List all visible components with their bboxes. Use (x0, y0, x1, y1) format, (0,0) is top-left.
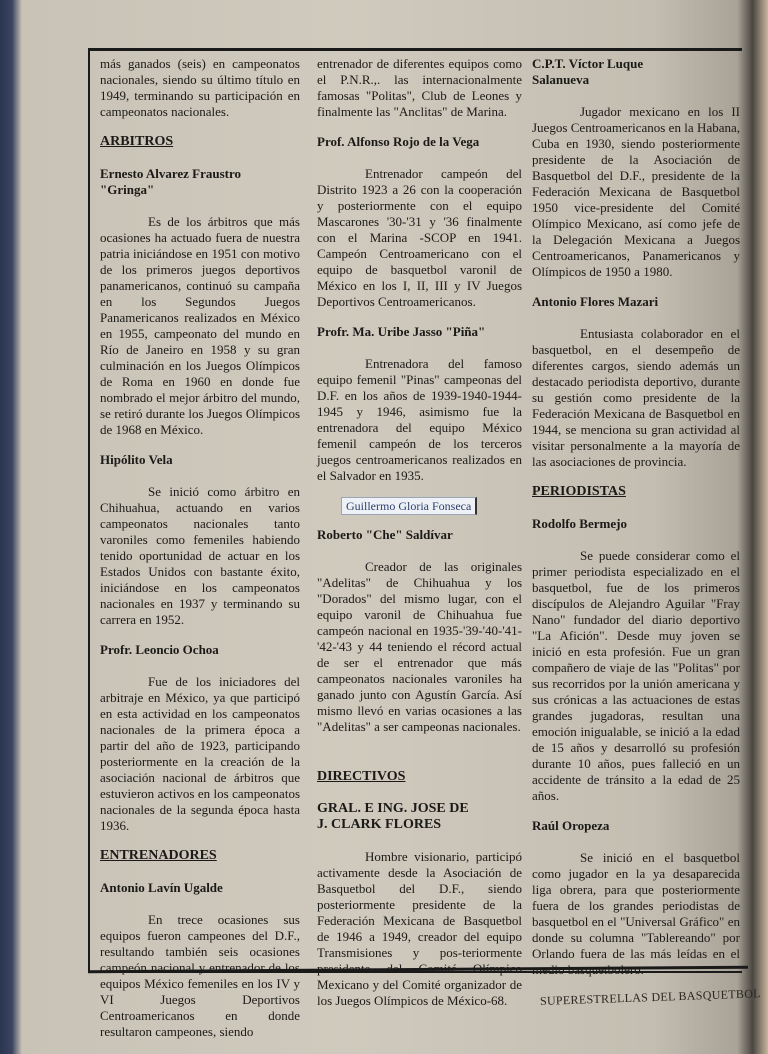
section-heading: ARBITROS (100, 134, 174, 149)
body-paragraph: Se puede considerar como el primer periodista especializado en el basquetbol, fue de los primeros discípulos de Alejandro Aguilar "Fray Nano" fundador del diario deportivo "La Afición". Desde muy joven se inició en esta profesión. Fue un gran compañero de viaje de las "Politas" por sus recorridos por la unión americana y sus crónicas a las actuaciones de estas grandes jugadoras, resultan una emoción inigualable, se inició a la edad de 15 años y desarrolló su profesión durante 10 años, pues falleció en un accidente de tránsito a la edad de 25 años. (532, 548, 740, 803)
body-paragraph: Creador de las originales "Adelitas" de Chihuahua y los "Dorados" del mismo lugar, con el equipo varonil de Chihuahua fue campeón nacional en 1935-'39-'40-'41-'42-'43 y 44 teniendo el récord actual de ser el entrenador que más campeonatos nacionales varoniles ha ganado junto con Agustín García. Así mismo llevó en varias ocasiones a las "Adelitas" a ser campeonas nacionales. (317, 559, 522, 734)
person-name-heading: Antonio Lavín Ugalde (100, 880, 223, 895)
body-paragraph: Entusiasta colaborador en el basquetbol, en el desempeño de diferentes cargos, siendo además un destacado periodista deportivo, durante su gestión como presidente de la Federación Mexicana de Basquetbol en 1944, se menciona su gran actividad al visitar personalmente a la mayoría de las asociaciones de provincia. (532, 326, 740, 469)
person-name-heading: Roberto "Che" Saldívar (317, 527, 453, 542)
person-name-heading: Prof. Alfonso Rojo de la Vega (317, 134, 480, 149)
person-name-heading: Rodolfo Bermejo (532, 516, 627, 531)
person-name-heading: C.P.T. Víctor Luque Salanueva (532, 56, 644, 87)
body-paragraph: más ganados (seis) en campeonatos nacionales, siendo su último título en 1949, terminando su participación en campeonatos nacionales. (100, 56, 300, 119)
person-name-heading: Profr. Ma. Uribe Jasso "Piña" (317, 324, 486, 339)
section-heading: ENTRENADORES (100, 848, 217, 863)
column-middle (317, 56, 522, 1023)
person-name-heading: Raúl Oropeza (532, 818, 610, 833)
body-paragraph: Es de los árbitros que más ocasiones ha actuado fuera de nuestra patria iniciándose en 1951 con motivo de los primeros juegos deportivos panamericanos, continuó su campaña en los Segundos Juegos Panamericanos realizados en México en 1955, campeonato del mundo en Río de Janeiro en 1958 y su gran culminación en los Juegos Olímpicos de Roma en 1960 en donde fue nombrado el mejor árbitro del mundo, se retiró durante los Juegos Olímpicos de 1968 en México. (100, 214, 300, 437)
label-wrapper (317, 498, 522, 527)
body-paragraph: Entrenadora del famoso equipo femenil "Pinas" campeonas del D.F. en los años de 1939-1940-1944-1945 y 1946, asimismo fue la entrenadora del equipo México femenil campeón de los terceros juegos centroamericanos realizados en el Salvador en 1935. (317, 356, 522, 483)
body-paragraph: Fue de los iniciadores del arbitraje en México, ya que participó en esta actividad en los campeonatos nacionales de la primera época a partir del año de 1923, participando posteriormente en la creación de la asociación nacional de árbitros que estuvieron activos en los campeonatos nacionales de la segunda época hasta 1936. (100, 674, 300, 833)
person-name-heading: Ernesto Alvarez Fraustro "Gringa" (100, 166, 242, 197)
body-paragraph: Se inició como árbitro en Chihuahua, actuando en varios campeonatos nacionales tanto varoniles como femeniles habiendo tenido oportunidad de actuar en los Estados Unidos con bastante éxito, iniciándose en los campeonatos nacionales en 1937 y terminando su carrera en 1952. (100, 484, 300, 627)
running-footer: SUPERESTRELLAS DEL BASQUETBOL (539, 986, 762, 1008)
inserted-name-label: Guillermo Gloria Fonseca (341, 497, 477, 515)
column-left (100, 56, 300, 1054)
section-heading: PERIODISTAS (532, 484, 626, 499)
person-name-heading: Profr. Leoncio Ochoa (100, 642, 219, 657)
body-paragraph: En trece ocasiones sus equipos fueron campeones del D.F., resultando también seis ocasiones campeón nacional y entrenador de los equipos México femeniles en los IV y VI Juegos Deportivos Centroamericanos en donde resultaron campeones, siendo (100, 912, 300, 1039)
person-name-heading: GRAL. E ING. JOSE DE J. CLARK FLORES (317, 801, 469, 832)
body-paragraph: Hombre visionario, participó activamente desde la Asociación de Basquetbol del D.F., siendo posteriormente presidente de la Federación Mexicana de Basquetbol de 1946 a 1949, creador del equipo Transmisiones y pos-teriormente presidente del Comité Olímpico Mexicano y del Comité organizador de los Juegos Olímpicos de México-68. (317, 849, 522, 1008)
body-paragraph: Se inició en el basquetbol como jugador en la ya desaparecida liga obrera, para que posteriormente fuera de los grandes periodistas de basquetbol en el "Universal Gráfico" en donde su columna "Tablereando" por Orlando fuera de las más leídas en el medio basquetbolero. (532, 850, 740, 977)
body-paragraph: entrenador de diferentes equipos como el P.N.R.,. las internacionalmente famosas "Politas", Club de Leones y finalmente las "Anclitas" de Marina. (317, 56, 522, 119)
body-paragraph: Entrenador campeón del Distrito 1923 a 26 con la cooperación y posteriormente con el equipo Mascarones '30-'31 y '36 finalmente con el Marina -SCOP en 1941. Campeón Centroamericano con el equipo de basquetbol varonil de México en los I, II, III y IV Juegos Deportivos Centroamericanos. (317, 166, 522, 309)
section-heading: DIRECTIVOS (317, 769, 406, 784)
body-paragraph: Jugador mexicano en los II Juegos Centroamericanos en la Habana, Cuba en 1930, siendo posteriormente presidente de la Asociación de Basquetbol del D.F., presidente de la Federación Mexicana de Basquetbol 1950 vice-presidente del Comité Olímpico Mexicano, así como jefe de la Delegación Mexicana a Juegos Centroamericanos, Panamericanos y Olímpicos de 1950 a 1980. (532, 104, 740, 279)
column-right (532, 56, 740, 992)
person-name-heading: Hipólito Vela (100, 452, 173, 467)
person-name-heading: Antonio Flores Mazari (532, 294, 659, 309)
spacer (317, 749, 522, 763)
